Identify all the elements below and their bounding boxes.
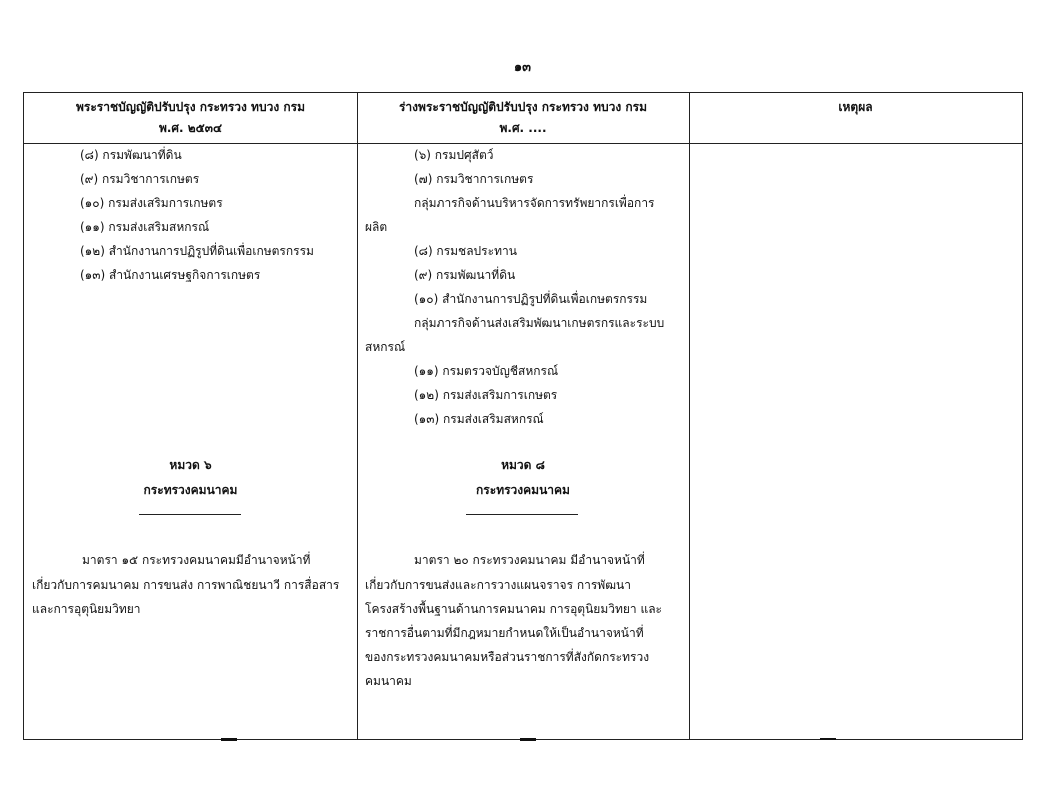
col2-section-line: มาตรา ๒๐ กระทรวงคมนาคม มีอำนาจหน้าที่ xyxy=(414,553,645,567)
col1-item: (๑๐) กรมส่งเสริมการเกษตร xyxy=(80,196,223,210)
header-current-act-line2: พ.ศ. ๒๕๓๔ xyxy=(158,121,223,135)
col1-item: (๙) กรมวิชาการเกษตร xyxy=(80,172,200,186)
col2-line: กลุ่มภารกิจด้านส่งเสริมพัฒนาเกษตรกรและระบบ xyxy=(414,316,665,330)
header-current-act-line1: พระราชบัญญัติปรับปรุง กระทรวง ทบวง กรม xyxy=(76,100,305,114)
col1-heading-rule xyxy=(139,514,241,515)
col2-line: ผลิต xyxy=(365,220,388,234)
col1-section-line: มาตรา ๑๕ กระทรวงคมนาคมมีอำนาจหน้าที่ xyxy=(82,553,311,567)
col2-line: (๑๓) กรมส่งเสริมสหกรณ์ xyxy=(414,412,544,426)
col1-chapter-heading: หมวด ๖ xyxy=(169,458,212,472)
page-number: ๑๓ xyxy=(513,60,532,75)
col2-section-line: คมนาคม xyxy=(365,674,412,688)
col2-section-line: โครงสร้างพื้นฐานด้านการคมนาคม การอุตุนิยมวิทยา และ xyxy=(365,602,662,616)
header-draft-act-line2: พ.ศ. .... xyxy=(499,121,547,135)
header-reason xyxy=(689,97,1022,118)
column-divider-2 xyxy=(689,93,690,739)
col2-section-line: ของกระทรวงคมนาคมหรือส่วนราชการที่สังกัดกระทรวง xyxy=(365,650,650,664)
col2-line: (๑๐) สำนักงานการปฏิรูปที่ดินเพื่อเกษตรกรรม xyxy=(414,292,648,306)
col2-section-line: เกี่ยวกับการขนส่งและการวางแผนจราจร การพัฒนา xyxy=(365,578,631,592)
header-divider xyxy=(24,143,1022,144)
col1-section-line: เกี่ยวกับการคมนาคม การขนส่ง การพาณิชยนาวี การสื่อสาร xyxy=(32,578,340,592)
col1-section-line: และการอุตุนิยมวิทยา xyxy=(32,602,141,616)
col2-ministry-heading: กระทรวงคมนาคม xyxy=(476,483,570,497)
col1-item: (๑๓) สำนักงานเศรษฐกิจการเกษตร xyxy=(80,268,261,282)
scan-mark xyxy=(820,738,836,740)
header-reason-line1: เหตุผล xyxy=(838,100,873,114)
column-divider-1 xyxy=(357,93,358,739)
col2-line: (๙) กรมพัฒนาที่ดิน xyxy=(414,268,516,282)
col1-item: (๘) กรมพัฒนาที่ดิน xyxy=(80,148,182,162)
col2-section-line: ราชการอื่นตามที่มีกฎหมายกำหนดให้เป็นอำนาจหน้าที่ xyxy=(365,626,644,640)
col2-chapter-heading: หมวด ๘ xyxy=(501,458,545,472)
col2-line: (๘) กรมชลประทาน xyxy=(414,244,517,258)
col2-line: (๑๒) กรมส่งเสริมการเกษตร xyxy=(414,388,558,402)
col2-line: (๗) กรมวิชาการเกษตร xyxy=(414,172,534,186)
scan-mark xyxy=(221,738,237,741)
col2-heading-rule xyxy=(466,514,578,515)
comparison-table xyxy=(23,92,1023,740)
col2-line: (๖) กรมปศุสัตว์ xyxy=(414,148,494,162)
col1-ministry-heading: กระทรวงคมนาคม xyxy=(143,483,238,497)
col2-line: สหกรณ์ xyxy=(365,340,406,354)
header-draft-act-line1: ร่างพระราชบัญญัติปรับปรุง กระทรวง ทบวง กรม xyxy=(398,100,648,114)
col1-item: (๑๒) สำนักงานการปฏิรูปที่ดินเพื่อเกษตรกรรม xyxy=(80,244,314,258)
col1-item: (๑๑) กรมส่งเสริมสหกรณ์ xyxy=(80,220,210,234)
col2-line: กลุ่มภารกิจด้านบริหารจัดการทรัพยากรเพื่อการ xyxy=(414,196,655,210)
header-draft-act xyxy=(357,97,689,139)
scan-mark xyxy=(520,738,536,741)
col2-line: (๑๑) กรมตรวจบัญชีสหกรณ์ xyxy=(414,364,559,378)
header-current-act xyxy=(24,97,357,139)
